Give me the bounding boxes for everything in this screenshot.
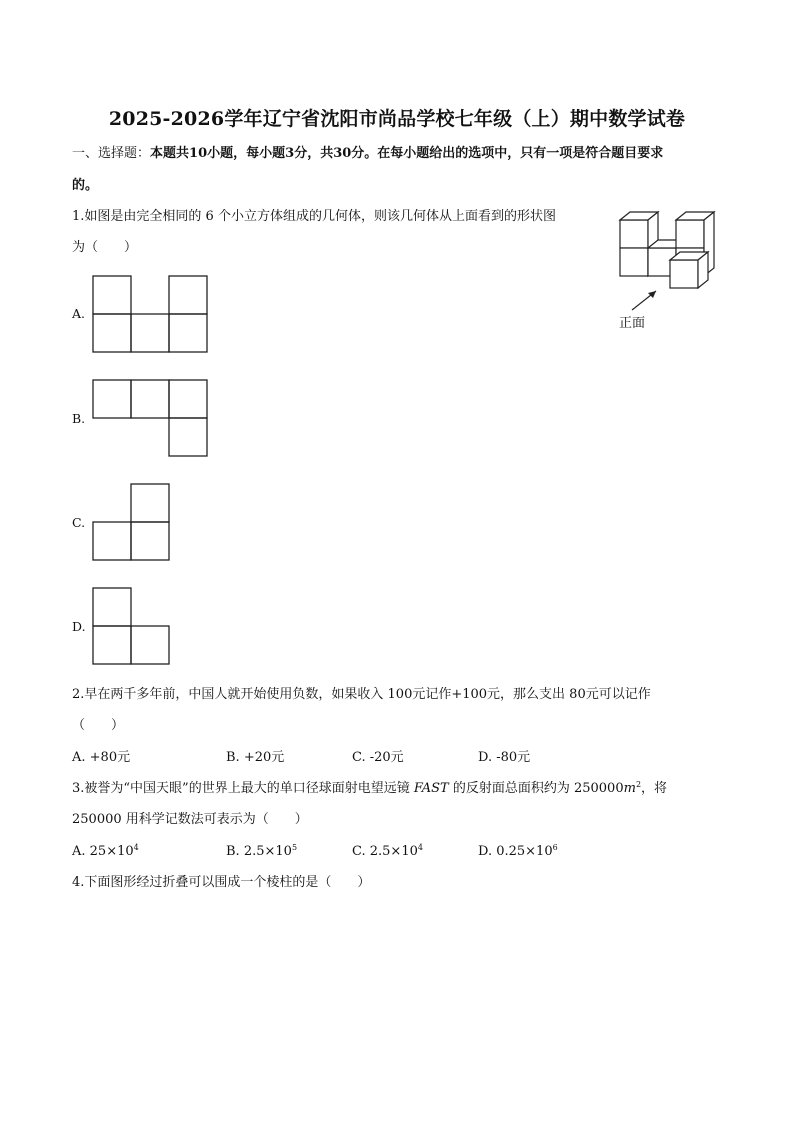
q4-stem: 4.下面图形经过折叠可以围成一个棱柱的是（ ） xyxy=(72,875,371,890)
q1-option-a-label[interactable]: A. xyxy=(72,306,86,321)
section-label: 一、选择题： xyxy=(72,146,151,161)
q3-option-c-base: C. 2.5×10 xyxy=(352,844,418,859)
q1-option-a-figure xyxy=(92,275,210,355)
q3-option-a-base: A. 25×10 xyxy=(72,844,134,859)
q2-stem-line2: （ ） xyxy=(72,718,125,733)
q3-option-c[interactable] xyxy=(352,843,423,861)
q3-fast: FAST xyxy=(413,781,449,796)
q1-option-c-label[interactable]: C. xyxy=(72,515,86,530)
q3-option-b-base: B. 2.5×10 xyxy=(226,844,292,859)
q1-option-c-figure xyxy=(92,483,172,563)
q3-stem-b: 的反射面总面积约为 250000 xyxy=(452,781,624,796)
q2-option-a[interactable]: A. +80元 xyxy=(72,750,131,765)
q2-option-d[interactable]: D. -80元 xyxy=(478,750,531,765)
q2-option-c[interactable]: C. -20元 xyxy=(352,750,404,765)
q2-stem-line1: 2.早在两千多年前，中国人就开始使用负数，如果收入 100元记作+100元，那么支出 80元可以记作 xyxy=(72,687,651,702)
q3-option-b-exp: 5 xyxy=(291,843,298,852)
q1-stem-line2: 为（ ） xyxy=(72,240,138,255)
q1-front-label: 正面 xyxy=(619,316,646,331)
section-info-c: 分，共 xyxy=(294,146,334,161)
q3-option-b[interactable] xyxy=(226,843,297,861)
section-total: 30 xyxy=(333,146,352,161)
q1-option-d-label[interactable]: D. xyxy=(72,619,86,634)
q1-option-b-label[interactable]: B. xyxy=(72,411,86,426)
section-info-a: 本题共 xyxy=(150,146,190,161)
q3-unit: m xyxy=(623,781,636,796)
section-count: 10 xyxy=(189,146,208,161)
section-header xyxy=(72,145,663,163)
q1-stem-line1: 1.如图是由完全相同的 6 个小立方体组成的几何体，则该几何体从上面看到的形状图 xyxy=(72,209,556,224)
q3-stem-a: 3.被誉为“中国天眼”的世界上最大的单口径球面射电望远镜 xyxy=(72,781,410,796)
q3-stem-c: ，将 xyxy=(641,781,668,796)
page-title: 2025-2026学年辽宁省沈阳市尚品学校七年级（上）期中数学试卷 xyxy=(108,108,686,130)
q3-stem-line1 xyxy=(72,780,667,798)
section-info-d: 分。在每小题给出的选项中，只有一项是符合题目要求 xyxy=(351,146,664,161)
section-points-each: 3 xyxy=(285,146,295,161)
q3-option-d-exp: 6 xyxy=(552,843,558,852)
q3-option-d-base: D. 0.25×10 xyxy=(478,844,553,859)
q3-option-a-exp: 4 xyxy=(133,843,139,852)
q3-stem-line2: 250000 用科学记数法可表示为（ ） xyxy=(72,812,308,827)
q3-option-d[interactable] xyxy=(478,843,558,861)
q2-option-b[interactable]: B. +20元 xyxy=(226,750,285,765)
q3-option-a[interactable] xyxy=(72,843,139,861)
q3-unit-exp: 2 xyxy=(635,780,642,789)
q1-option-b-figure xyxy=(92,379,210,459)
q1-option-d-figure xyxy=(92,587,172,667)
q3-option-c-exp: 4 xyxy=(417,843,423,852)
section-header-cont: 的。 xyxy=(72,178,99,193)
section-info-b: 小题，每小题 xyxy=(207,146,286,161)
